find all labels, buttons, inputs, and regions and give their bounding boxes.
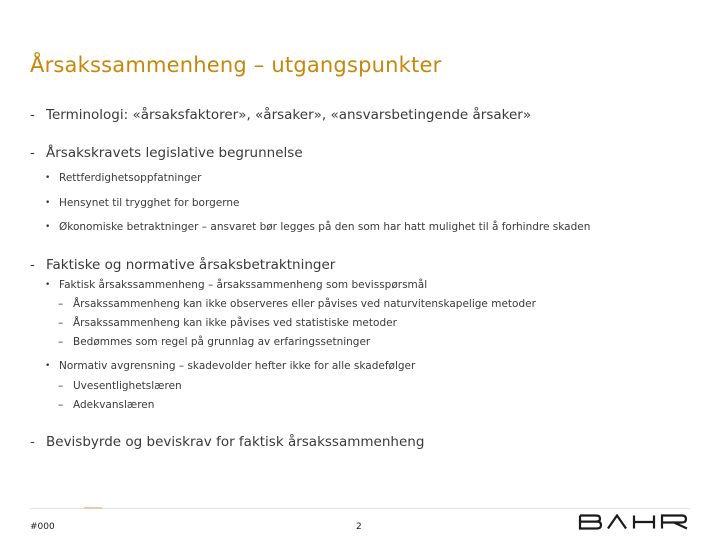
bullet-marker: • bbox=[45, 222, 51, 232]
item-text: Rettferdighetsoppfatninger bbox=[59, 172, 202, 184]
sub-item-text: Årsakssammenheng kan ikke påvises ved statistiske metoder bbox=[73, 317, 397, 329]
item-text: Normativ avgrensning – skadevolder hefter ikke for alle skadefølger bbox=[59, 360, 416, 372]
sub-dash-marker: – bbox=[58, 336, 64, 348]
slide-title: Årsakssammenheng – utgangspunkter bbox=[30, 53, 442, 77]
sub-list-item bbox=[30, 333, 710, 352]
sub-list-item bbox=[30, 314, 710, 333]
dash-marker: - bbox=[30, 107, 35, 123]
point-factual-normative bbox=[30, 254, 710, 276]
item-text: Faktisk årsakssammenheng – årsakssammenheng som bevisspørsmål bbox=[59, 278, 428, 291]
dash-marker: - bbox=[30, 256, 35, 273]
point-legislative bbox=[30, 142, 710, 164]
sub-item-text: Årsakssammenheng kan ikke observeres eller påvises ved naturvitenskapelige metoder bbox=[73, 298, 536, 310]
list-item bbox=[30, 194, 710, 214]
point-burden-of-proof bbox=[30, 431, 710, 453]
list-item bbox=[30, 357, 710, 377]
sub-dash-marker: – bbox=[58, 398, 64, 411]
bullet-marker: • bbox=[45, 279, 51, 290]
point-text: Terminologi: «årsaksfaktorer», «årsaker», «ansvarsbetingende årsaker» bbox=[46, 107, 532, 123]
bahr-logo bbox=[578, 514, 690, 530]
bullet-marker: • bbox=[45, 361, 51, 371]
page-number: 2 bbox=[356, 522, 362, 532]
slide-body bbox=[30, 104, 710, 453]
footer-accent bbox=[84, 507, 102, 509]
bullet-marker: • bbox=[45, 173, 51, 183]
item-text: Økonomiske betraktninger – ansvaret bør legges på den som har hatt mulighet til å forhindre skaden bbox=[59, 221, 591, 233]
point-terminology bbox=[30, 104, 710, 126]
point-text: Bevisbyrde og beviskrav for faktisk årsakssammenheng bbox=[46, 433, 425, 450]
sub-list-item bbox=[30, 377, 710, 396]
sub-dash-marker: – bbox=[58, 379, 64, 392]
list-item bbox=[30, 218, 710, 238]
sub-item-text: Bedømmes som regel på grunnlag av erfaringssetninger bbox=[73, 336, 371, 348]
sub-item-text: Adekvanslæren bbox=[73, 398, 155, 411]
bullet-marker: • bbox=[45, 197, 51, 208]
sub-dash-marker: – bbox=[58, 317, 64, 329]
sub-item-text: Uvesentlighetslæren bbox=[73, 379, 182, 392]
item-text: Hensynet til trygghet for borgerne bbox=[59, 196, 240, 209]
sub-list-item bbox=[30, 295, 710, 314]
list-item bbox=[30, 276, 710, 296]
dash-marker: - bbox=[30, 145, 35, 161]
footer-divider bbox=[30, 508, 690, 509]
list-item bbox=[30, 169, 710, 189]
point-text: Faktiske og normative årsaksbetraktninger bbox=[46, 256, 336, 273]
dash-marker: - bbox=[30, 433, 35, 450]
point-text: Årsakskravets legislative begrunnelse bbox=[46, 145, 303, 161]
sub-list-item bbox=[30, 396, 710, 415]
sub-dash-marker: – bbox=[58, 298, 64, 310]
document-number: #000 bbox=[30, 522, 55, 532]
